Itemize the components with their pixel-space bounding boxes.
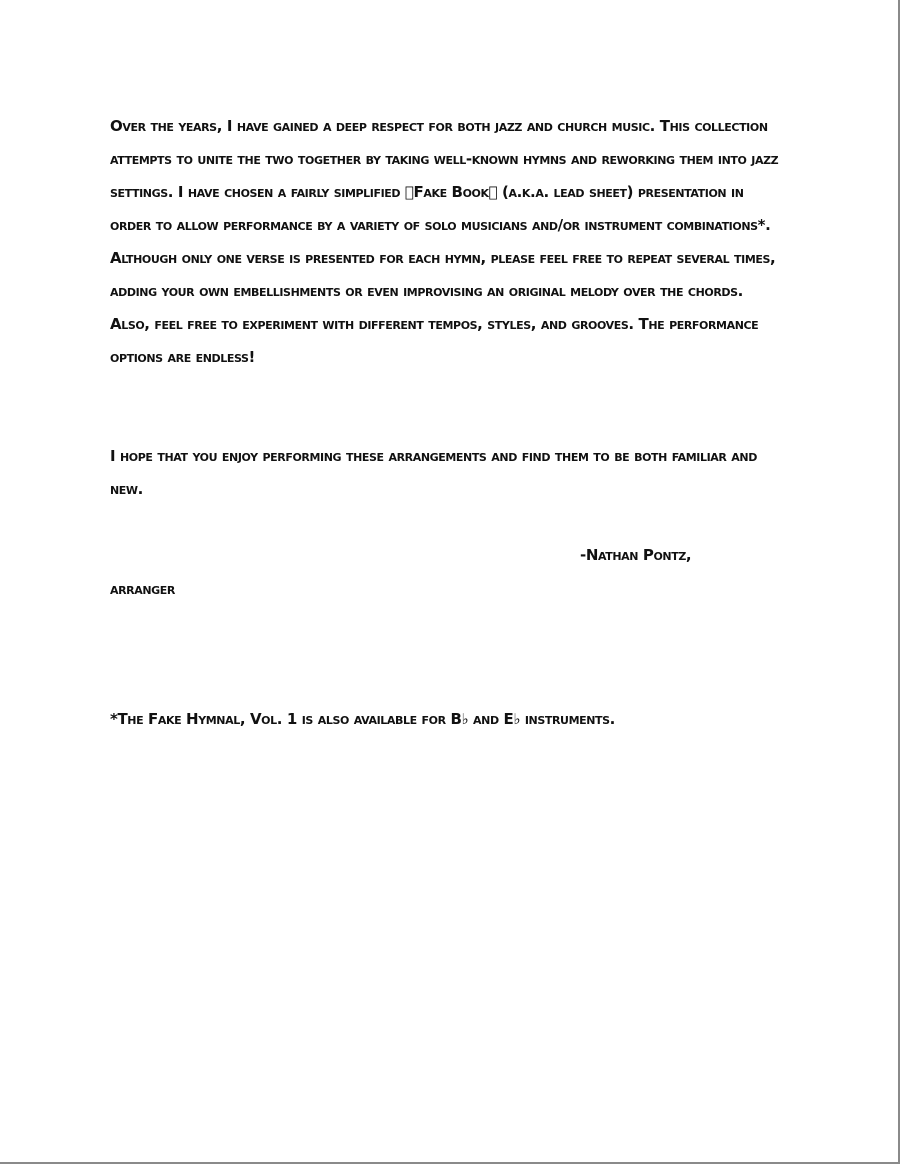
signature-role: arranger [110, 580, 175, 598]
footnote: *The Fake Hymnal, Vol. 1 is also available for B♭ and E♭ instruments. [110, 710, 615, 728]
intro-paragraph: Over the years, I have gained a deep respect for both jazz and church music. This collection attempts to unite the two together by taking well-known hymns and reworking them into jazz settings. I have chosen a fairly simplified  Fake Book  (a.k.a. lead sheet) presentation in order to allow performance by a variety of solo musicians and/or instrument combinations*. Although only one verse is presented for each hymn, please feel free to repeat several times, adding your own embellishments or even improvising an original melody over the chords. Also, feel free to experiment with different tempos, styles, and grooves. The performance options are endless! [110, 117, 779, 366]
closing-paragraph: I hope that you enjoy performing these arrangements and find them to be both familiar and new. [110, 447, 757, 498]
signature: -Nathan Pontz, [580, 546, 692, 564]
